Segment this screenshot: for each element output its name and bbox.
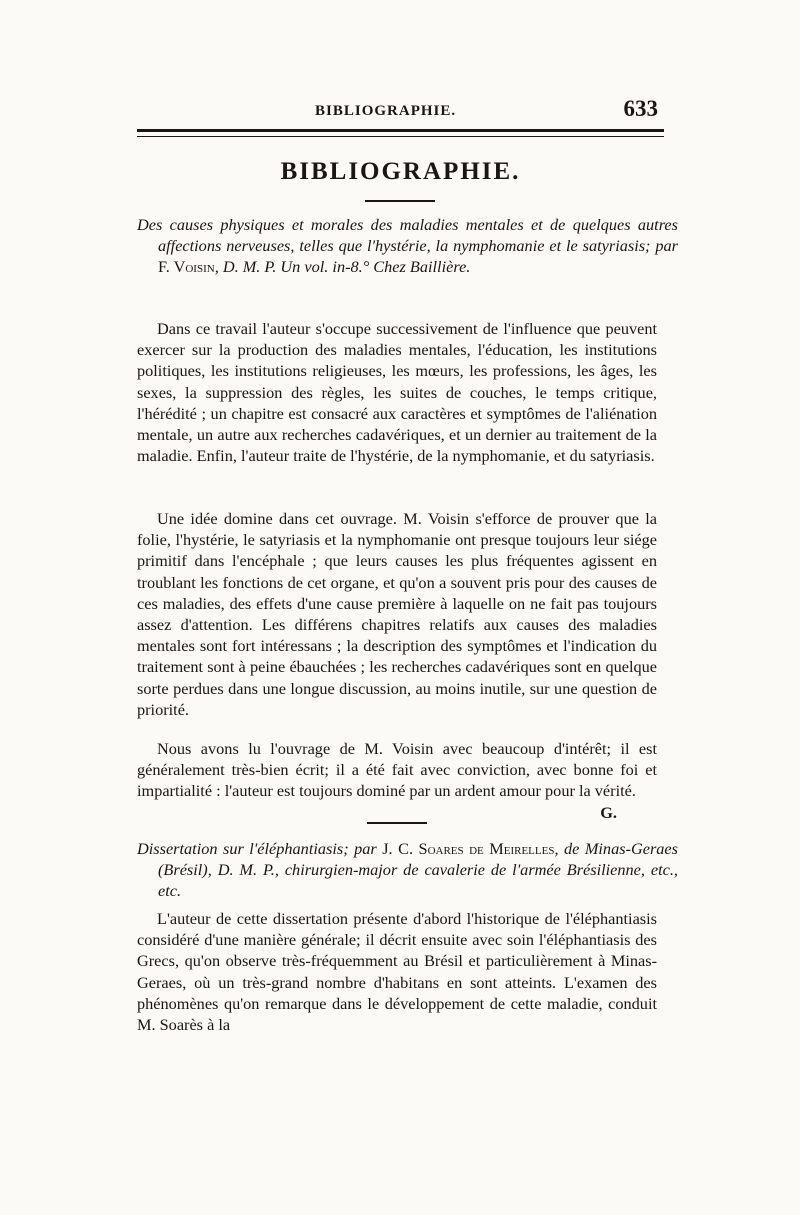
entry1-details: , D. M. P. Un vol. in-8.° Chez Baillière.: [214, 257, 471, 277]
entry1-signature: G.: [600, 802, 617, 822]
header-rule-thin: [137, 136, 664, 137]
entry2-paragraph-1: L'auteur de cette dissertation présente d'abord l'historique de l'éléphantiasis considéré d'une manière générale; il décrit ensuite avec soin l'éléphantiasis des Grecs, qu'on observe très-fréquemment au Brésil et particulièrement à Minas-Geraes, où un très-grand nombre d'habitans en sont atteints. L'examen des phénomènes qu'on remarque dans le développement de cette maladie, conduit M. Soarès à la: [137, 909, 657, 1035]
entry1-title: Des causes physiques et morales des maladies mentales et de quelques autres affections nerveuses, telles que l'hystérie, la nymphomanie et le satyriasis; par: [137, 215, 678, 256]
title-separator: [365, 200, 435, 202]
entry1-heading: [137, 214, 678, 278]
entry1-author: F. Voisin: [158, 257, 215, 277]
header-rule-thick: [137, 129, 664, 132]
entry2-details: , de Minas-Geraes (Brésil), D. M. P., chirurgien-major de cavalerie de l'armée Brésilienne, etc., etc.: [158, 839, 678, 901]
running-head: [137, 96, 662, 126]
entry1-paragraph-3-wrap: [137, 738, 657, 823]
entry1-paragraph-2: Une idée domine dans cet ouvrage. M. Voisin s'efforce de prouver que la folie, l'hystérie, le satyriasis et la nymphomanie ont presque toujours leur siége primitif dans l'encéphale ; que leurs causes les plus fréquentes agissent en troublant les fonctions de cet organe, et qu'on a souvent pris pour des causes de ces maladies, des effets d'une cause première à laquelle on ne fait pas toujours assez d'attention. Les différens chapitres relatifs aux causes des maladies mentales sont fort intéressans ; la description des symptômes et l'indication du traitement sont à peine ébauchées ; les recherches cadavériques sont en quelque sorte perdues dans une longue discussion, au moins inutile, sur une question de priorité.: [137, 509, 657, 719]
page-number: 633: [623, 96, 658, 121]
running-head-title: BIBLIOGRAPHIE.: [315, 103, 457, 119]
entry2-author: J. C. Soares de Meirelles: [382, 839, 555, 858]
entry-separator: [367, 822, 427, 824]
entry1-paragraph-3-text: Nous avons lu l'ouvrage de M. Voisin avec beaucoup d'intérêt; il est généralement très-bien écrit; il a été fait avec conviction, avec bonne foi et impartialité : l'auteur est toujours dominé par un ardent amour pour la vérité.: [137, 739, 657, 801]
entry1-paragraph-3: [137, 738, 657, 822]
entry1-paragraph-1: Dans ce travail l'auteur s'occupe successivement de l'influence que peuvent exercer sur la production des maladies mentales, l'éducation, les institutions politiques, les institutions religieuses, les mœurs, les professions, les âges, les sexes, la suppression des règles, les suites de couches, le temps critique, l'hérédité ; un chapitre est consacré aux caractères et symptômes de l'aliénation mentale, un autre aux recherches cadavériques, et un dernier au traitement de la maladie. Enfin, l'auteur traite de l'hystérie, de la nymphomanie, et du satyriasis.: [137, 319, 657, 466]
entry2-title: Dissertation sur l'éléphantiasis; par: [137, 839, 383, 858]
entry2-heading: [137, 838, 678, 902]
section-title: BIBLIOGRAPHIE.: [280, 158, 521, 185]
